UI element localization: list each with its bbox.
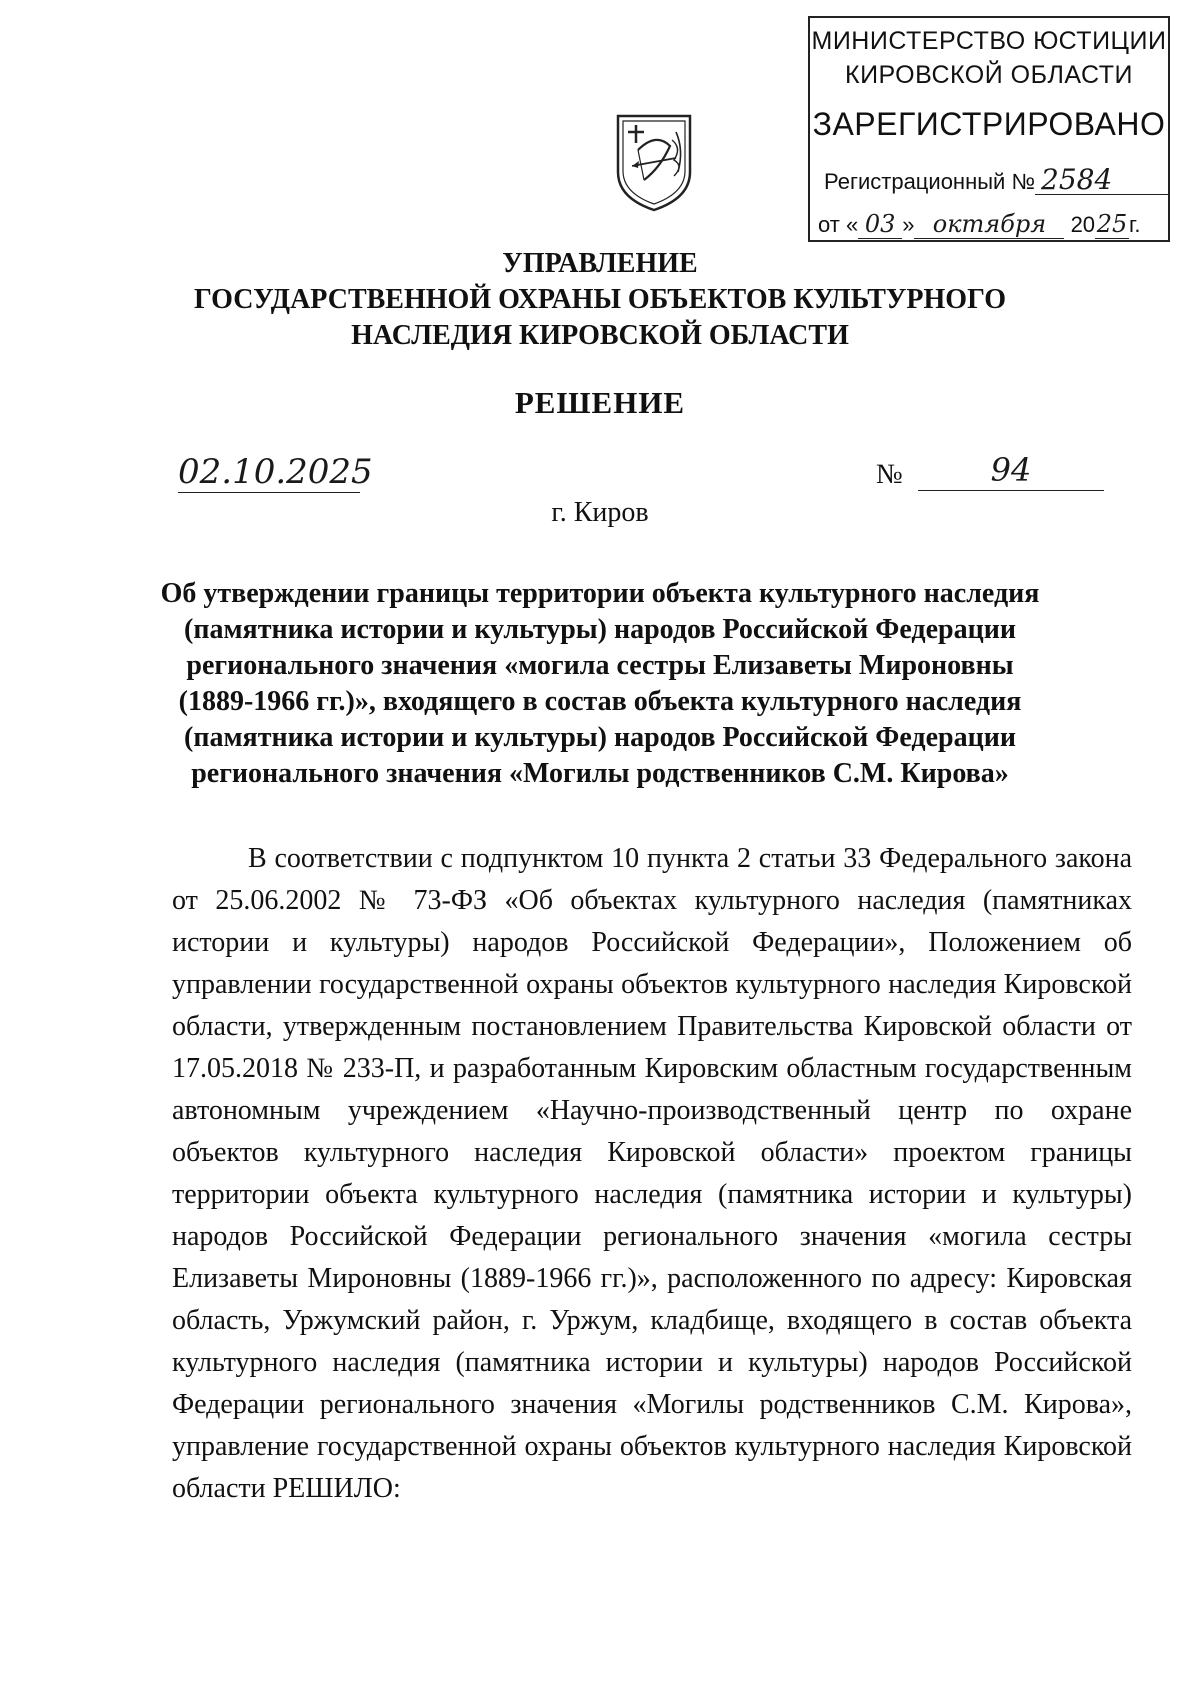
organization-title (0, 246, 1200, 354)
stamp-reg-label: Регистрационный № (824, 169, 1036, 194)
document-number: 94 (918, 450, 1104, 491)
subject-line: (1889-1966 гг.)», входящего в состав объекта культурного наследия (178, 686, 1022, 717)
subject-line: регионального значения «Могилы родственников С.М. Кирова» (191, 758, 1009, 789)
kirov-coat-of-arms-icon (612, 110, 696, 214)
org-title-line-1: УПРАВЛЕНИЕ (502, 248, 698, 279)
stamp-date-year-prefix: 20 (1070, 212, 1096, 237)
registration-stamp (808, 16, 1170, 242)
stamp-date-end: г. (1129, 212, 1141, 237)
stamp-date-mid: » (902, 212, 915, 237)
org-title-line-2: ГОСУДАРСТВЕННОЙ ОХРАНЫ ОБЪЕКТОВ КУЛЬТУРНОГО (194, 284, 1006, 315)
subject-line: Об утверждении границы территории объекта культурного наследия (160, 578, 1040, 609)
document-date: 02.10.2025 (178, 452, 373, 492)
org-title-line-3: НАСЛЕДИЯ КИРОВСКОЙ ОБЛАСТИ (351, 320, 849, 351)
subject-line: (памятника истории и культуры) народов Российской Федерации (184, 614, 1016, 645)
document-kind: РЕШЕНИЕ (514, 385, 686, 420)
document-number-label: № (876, 459, 903, 490)
stamp-region: КИРОВСКОЙ ОБЛАСТИ (845, 61, 1133, 89)
body-paragraph: В соответствии с подпунктом 10 пункта 2 статьи 33 Федерального закона от 25.06.2002 № 73-ФЗ «Об объектах культурного наследия (памятниках истории и культуры) народов Российской Федерации», Положением об управлении государственной охраны объектов культурного наследия Кировской области, утвержденным постановлением Правительства Кировской области от 17.05.2018 № 233-П, и разработанным Кировским областным государственным автономным учреждением «Научно-производственный центр по охране объектов культурного наследия Кировской области» проектом границы территории объекта культурного наследия (памятника истории и культуры) народов Российской Федерации регионального значения «могила сестры Елизаветы Мироновны (1889-1966 гг.)», расположенного по адресу: Кировская область, Уржумский район, г. Уржум, кладбище, входящего в состав объекта культурного наследия (памятника истории и культуры) народов Российской Федерации регионального значения «Могилы родственников С.М. Кирова», управление государственной охраны объектов культурного наследия Кировской области РЕШИЛО: (172, 843, 1132, 1504)
stamp-reg-number: 2584 (1035, 166, 1169, 195)
document-subject (150, 576, 1050, 792)
subject-line: (памятника истории и культуры) народов Российской Федерации (184, 722, 1016, 753)
stamp-ministry: МИНИСТЕРСТВО ЮСТИЦИИ (811, 27, 1167, 55)
stamp-registration-row (824, 163, 1169, 196)
document-place: г. Киров (551, 497, 649, 528)
stamp-date-year-suffix: 25 (1096, 210, 1128, 238)
stamp-date-month: октября (914, 210, 1064, 239)
stamp-date-prefix: от « (818, 212, 859, 237)
stamp-registered: ЗАРЕГИСТРИРОВАНО (812, 106, 1166, 142)
stamp-date-day: 03 (858, 210, 902, 239)
stamp-date-row (818, 210, 1141, 239)
subject-line: регионального значения «могила сестры Елизаветы Мироновны (186, 650, 1014, 681)
